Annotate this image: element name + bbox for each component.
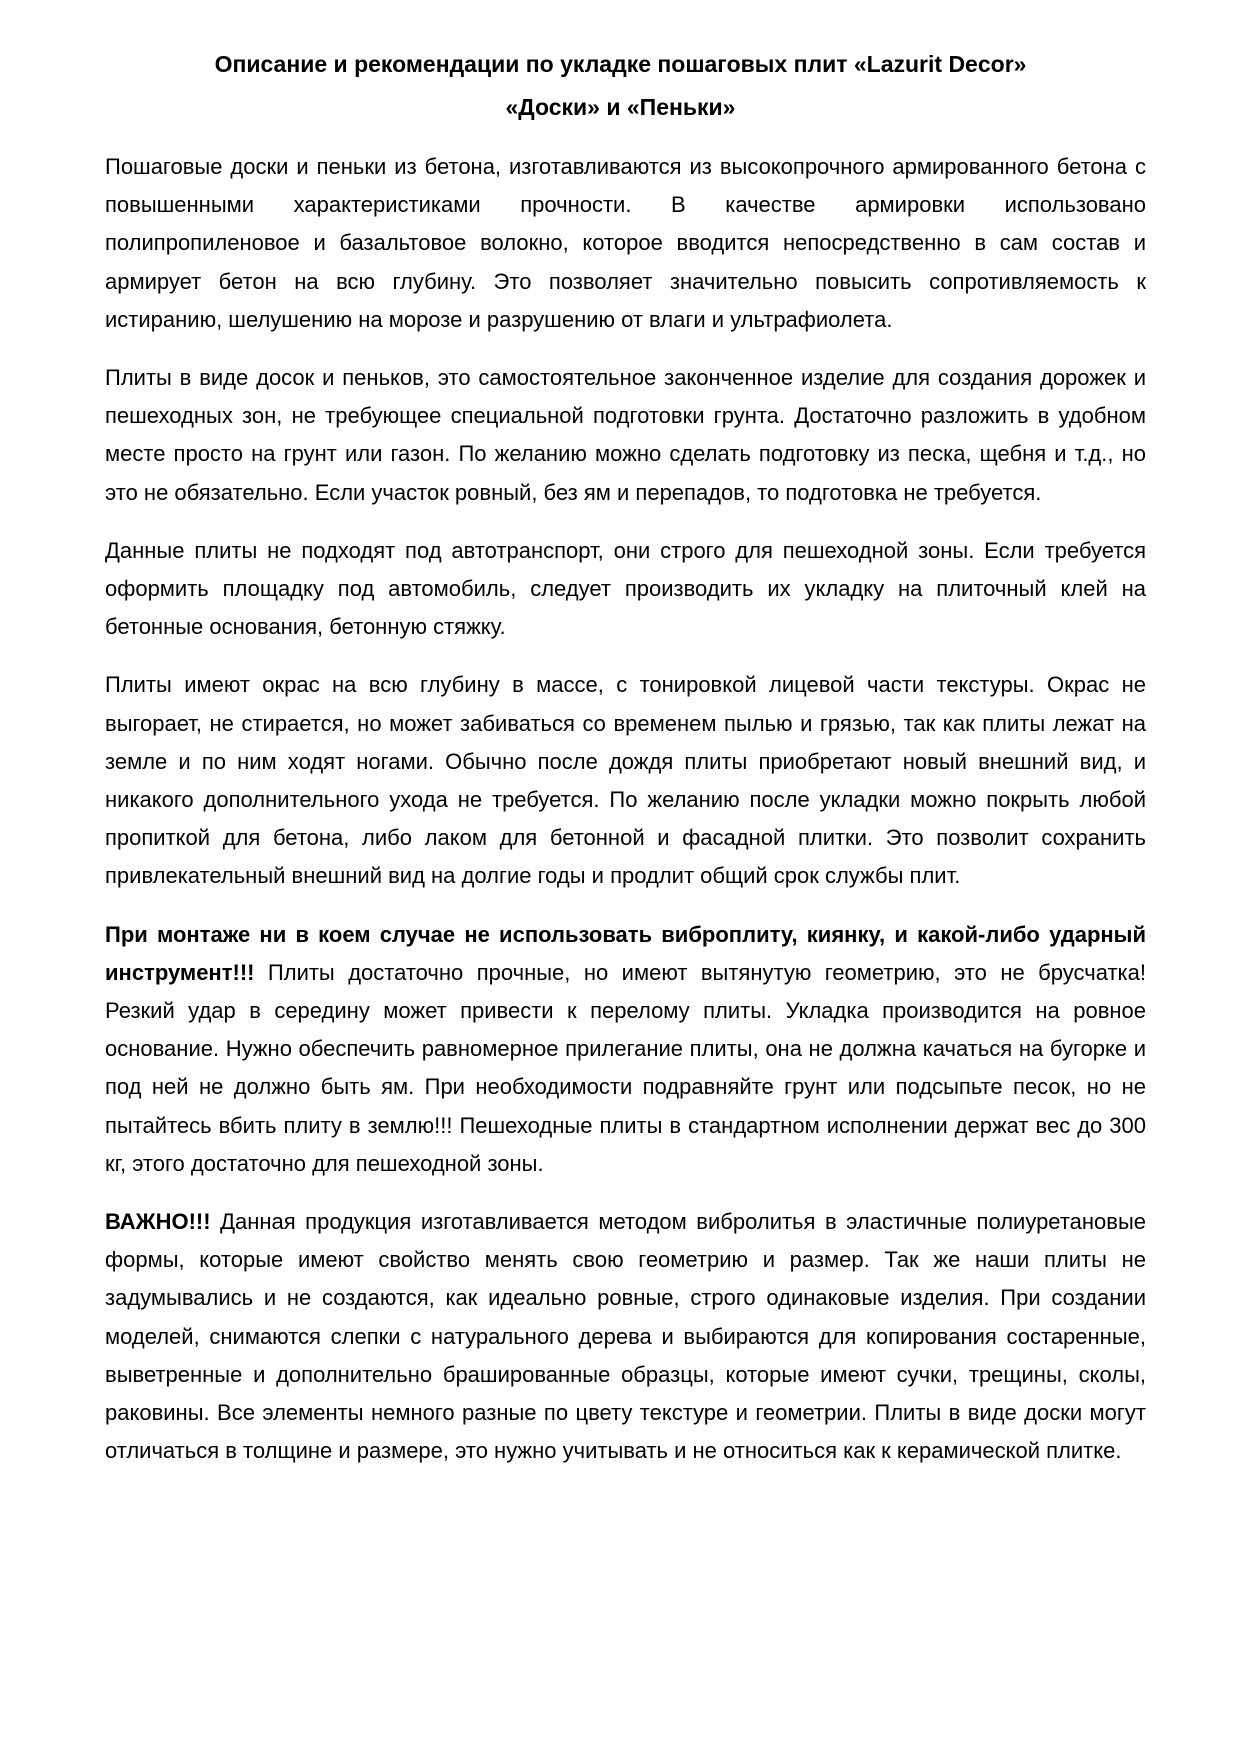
document-body — [105, 148, 1146, 1491]
paragraph-4 — [105, 666, 1146, 895]
paragraph-3 — [105, 532, 1146, 647]
paragraph-4-text: Плиты имеют окрас на всю глубину в массе, с тонировкой лицевой части текстуры. Окрас не выгорает, не стирается, но может забиваться со временем пылью и грязью, так как плиты лежат на земле и по ним ходят ногами. Обычно после дождя плиты приобретают новый внешний вид, и никакого дополнительного ухода не требуется. По желанию после укладки можно покрыть любой пропиткой для бетона, либо лаком для бетонной и фасадной плитки. Это позволит сохранить привлекательный внешний вид на долгие годы и продлит общий срок службы плит. — [105, 672, 1146, 889]
paragraph-6-bold-lead: ВАЖНО!!! — [105, 1209, 211, 1235]
paragraph-2 — [105, 359, 1146, 512]
paragraph-5-bold-lead: При монтаже ни в коем случае не использовать виброплиту, киянку, и какой-либо ударный инструмент!!! — [105, 921, 1146, 985]
paragraph-2-text: Плиты в виде досок и пеньков, это самостоятельное законченное изделие для создания дорожек и пешеходных зон, не требующее специальной подготовки грунта. Достаточно разложить в удобном месте просто на грунт или газон. По желанию можно сделать подготовку из песка, щебня и т.д., но это не обязательно. Если участок ровный, без ям и перепадов, то подготовка не требуется. — [105, 365, 1146, 505]
paragraph-6-text: Данная продукция изготавливается методом вибролитья в эластичные полиуретановые формы, которые имеют свойство менять свою геометрию и размер. Так же наши плиты не задумывались и не создаются, как идеально ровные, строго одинаковые изделия. При создании моделей, снимаются слепки с натурального дерева и выбираются для копирования состаренные, выветренные и дополнительно брашированные образцы, которые имеют сучки, трещины, сколы, раковины. Все элементы немного разные по цвету текстуре и геометрии. Плиты в виде доски могут отличаться в толщине и размере, это нужно учитывать и не относиться как к керамической плитке. — [105, 1209, 1146, 1464]
document-title-line-2: «Доски» и «Пеньки» — [505, 94, 736, 120]
paragraph-5 — [105, 916, 1146, 1183]
paragraph-3-text: Данные плиты не подходят под автотранспорт, они строго для пешеходной зоны. Если требуется оформить площадку под автомобиль, следует производить их укладку на плиточный клей на бетонные основания, бетонную стяжку. — [105, 537, 1146, 640]
document-title-line-1: Описание и рекомендации по укладке пошаговых плит «Lazurit Decor» — [214, 51, 1027, 77]
paragraph-1-text: Пошаговые доски и пеньки из бетона, изготавливаются из высокопрочного армированного бетона с повышенными характеристиками прочности. В качестве армировки использовано полипропиленовое и базальтовое волокно, которое вводится непосредственно в сам состав и армирует бетон на всю глубину. Это позволяет значительно повысить сопротивляемость к истиранию, шелушению на морозе и разрушению от влаги и ультрафиолета. — [105, 154, 1146, 332]
paragraph-6 — [105, 1203, 1146, 1470]
paragraph-1 — [105, 148, 1146, 339]
paragraph-5-text: Плиты достаточно прочные, но имеют вытянутую геометрию, это не брусчатка! Резкий удар в середину может привести к перелому плиты. Укладка производится на ровное основание. Нужно обеспечить равномерное прилегание плиты, она не должна качаться на бугорке и под ней не должно быть ям. При необходимости подравняйте грунт или подсыпьте песок, но не пытайтесь вбить плиту в землю!!! Пешеходные плиты в стандартном исполнении держат вес до 300 кг, этого достаточно для пешеходной зоны. — [105, 959, 1146, 1176]
